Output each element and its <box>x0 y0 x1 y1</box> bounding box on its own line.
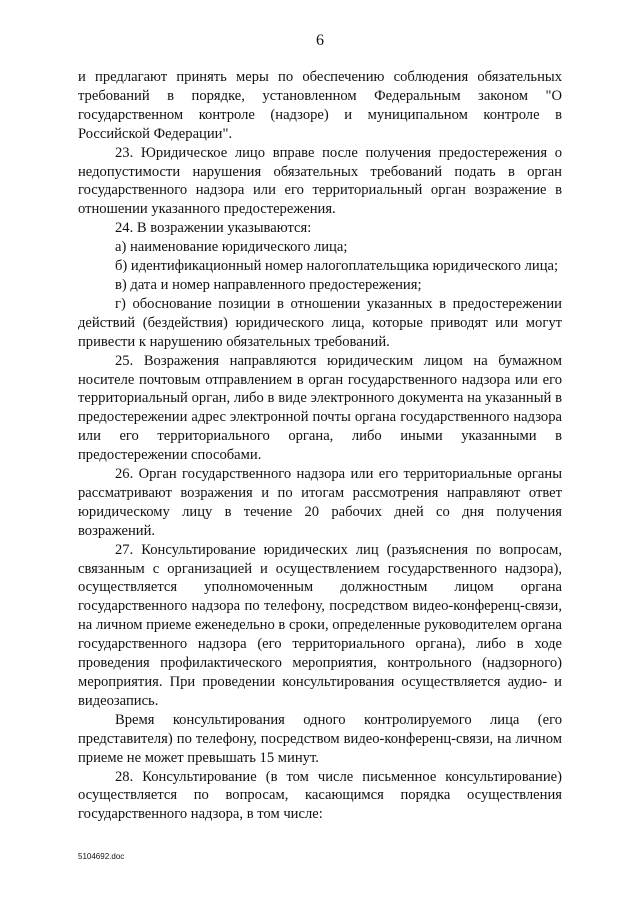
paragraph: 28. Консультирование (в том числе письменное консультирование) осуществляется по вопросам, касающимся порядка осуществления государственного надзора, в том числе: <box>78 768 562 823</box>
paragraph: Время консультирования одного контролируемого лица (его представителя) по телефону, посредством видео-конференц-связи, на личном приеме не может превышать 15 минут. <box>78 711 562 766</box>
paragraph: в) дата и номер направленного предостережения; <box>115 276 422 293</box>
document-body <box>78 68 562 824</box>
paragraph: 25. Возражения направляются юридическим лицом на бумажном носителе почтовым отправлением в орган государственного надзора или его территориальный орган, либо в виде электронного документа на указанный в предостережении адрес электронной почты органа государственного надзора или его территориального органа, либо иными указанными в предостережении способами. <box>78 352 562 464</box>
file-name-footer: 5104692.doc <box>78 852 125 861</box>
paragraph: г) обоснование позиции в отношении указанных в предостережении действий (бездействия) юридического лица, которые приводят или могут привести к нарушению обязательных требований. <box>78 295 562 350</box>
paragraph: 24. В возражении указываются: <box>115 220 312 237</box>
paragraph: 23. Юридическое лицо вправе после получения предостережения о недопустимости нарушения обязательных требований подать в орган государственного надзора или его территориальный орган возражение в отношении указанного предостережения. <box>78 144 562 218</box>
paragraph: а) наименование юридического лица; <box>115 239 348 256</box>
paragraph: 27. Консультирование юридических лиц (разъяснения по вопросам, связанным с организацией и осуществлением государственного надзора), осуществляется уполномоченным должностным лицом органа государственного надзора по телефону, посредством видео-конференц-связи, на личном приеме еженедельно в сроки, определенные руководителем органа государственного надзора (его территориального органа), либо в ходе проведения профилактического мероприятия, контрольного (надзорного) мероприятия. При проведении консультирования осуществляется аудио- и видеозапись. <box>78 541 562 709</box>
paragraph: б) идентификационный номер налогоплательщика юридического лица; <box>115 258 559 275</box>
paragraph: 26. Орган государственного надзора или его территориальные органы рассматривают возражения и по итогам рассмотрения направляют ответ юридическому лицу в течение 20 рабочих дней со дня получения возражений. <box>78 466 562 539</box>
paragraph: и предлагают принять меры по обеспечению соблюдения обязательных требований в порядке, установленном Федеральным законом "О государственном контроле (надзоре) и муниципальном контроле в Российской Федерации". <box>78 69 562 142</box>
page-number: 6 <box>316 32 324 49</box>
